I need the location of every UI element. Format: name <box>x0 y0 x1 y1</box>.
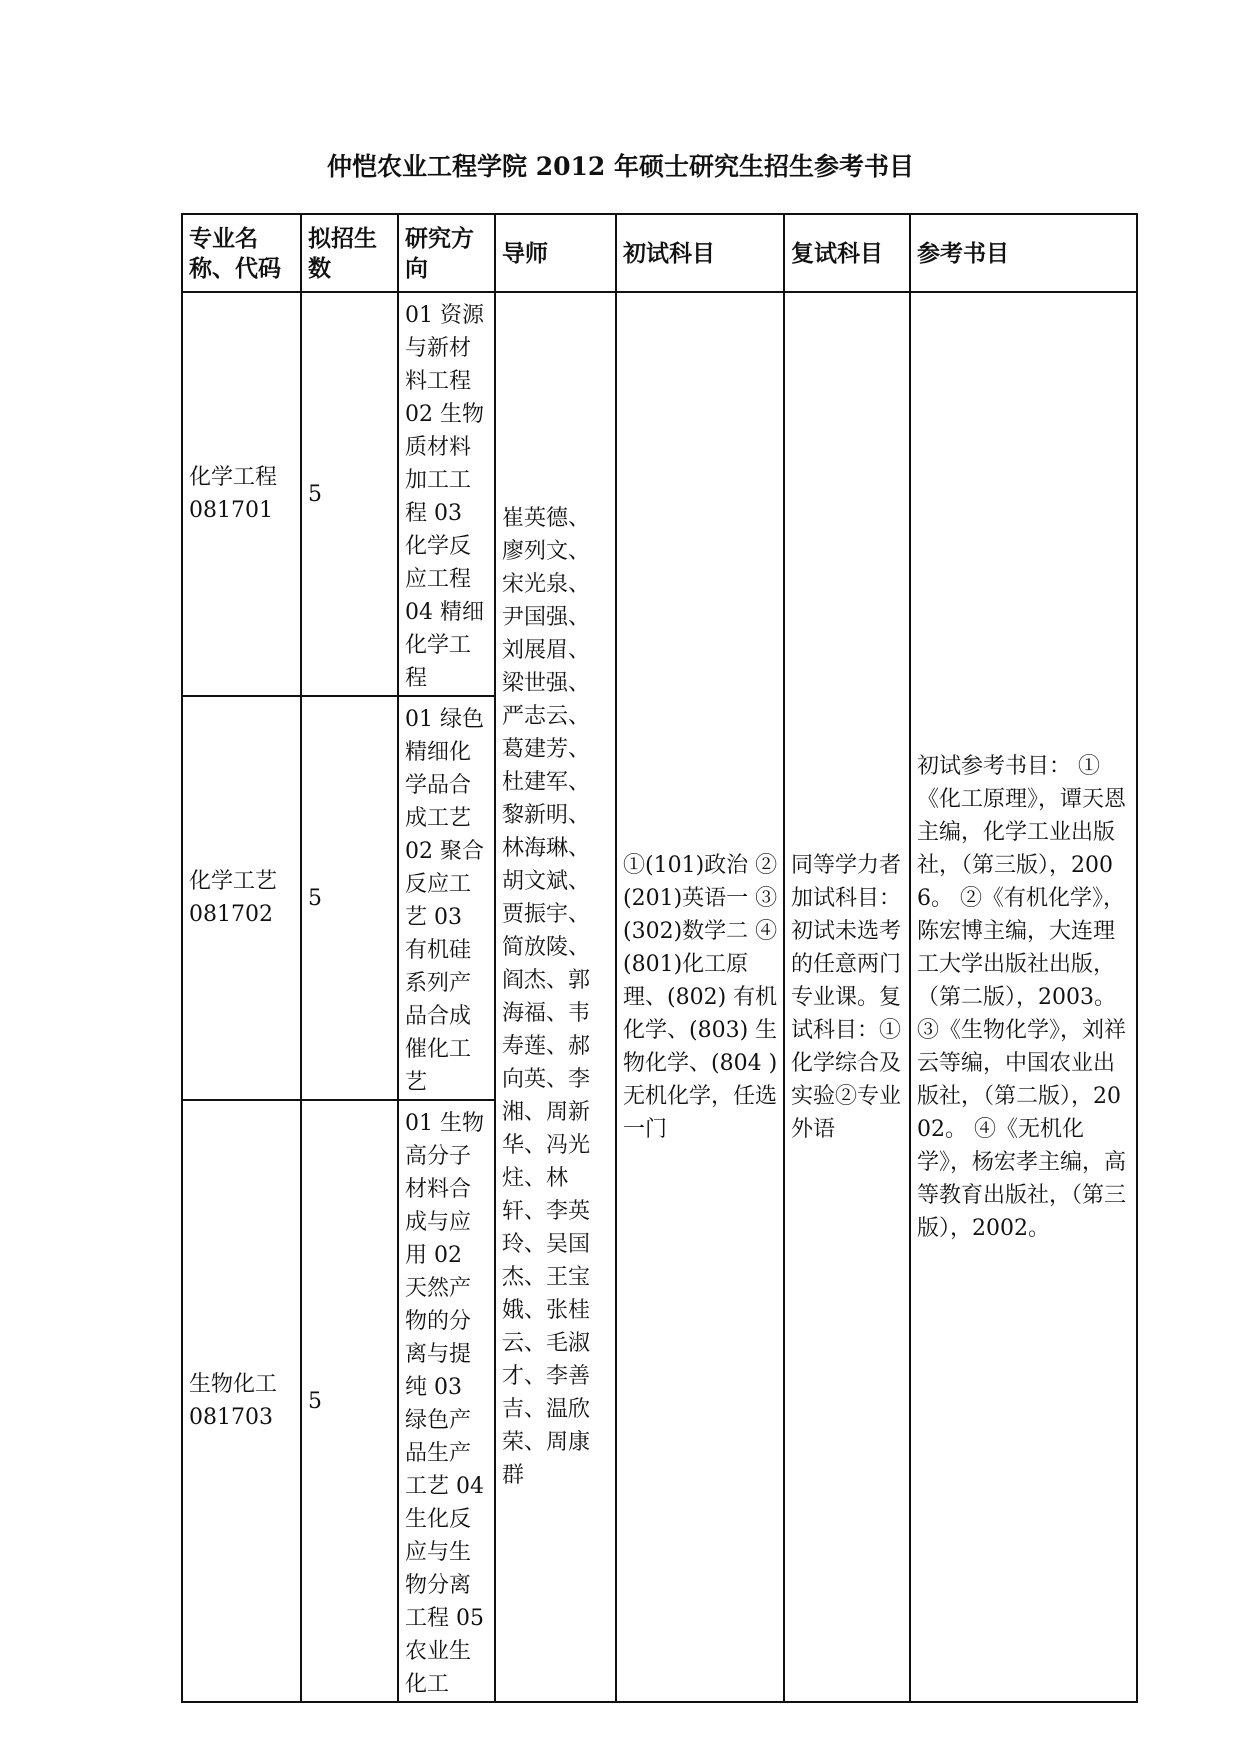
major-name: 化学工艺 081702 <box>182 696 301 1100</box>
major-name: 化学工程 081701 <box>182 292 301 696</box>
header-initial-exam: 初试科目 <box>616 214 784 292</box>
table-header-row <box>182 214 1137 292</box>
header-books: 参考书目 <box>910 214 1137 292</box>
table-row <box>182 292 1137 696</box>
major-name: 生物化工 081703 <box>182 1100 301 1702</box>
header-direction: 研究方向 <box>398 214 495 292</box>
header-tutor: 导师 <box>495 214 616 292</box>
header-retest: 复试科目 <box>784 214 910 292</box>
tutor-list: 崔英德、廖列文、宋光泉、尹国强、刘展眉、梁世强、严志云、葛建芳、杜建军、黎新明、林海琳、胡文斌、贾振宇、简放陵、阎杰、郭海福、韦寿莲、郝向英、李湘、周新华、冯光炷、林轩、李英玲、吴国杰、王宝娥、张桂云、毛淑才、李善吉、温欣荣、周康群 <box>495 292 616 1702</box>
initial-exam-subjects: ①(101)政治 ②(201)英语一 ③(302)数学二 ④(801)化工原理、(802) 有机化学、(803) 生物化学、(804 ) 无机化学，任选一门 <box>616 292 784 1702</box>
quota-value: 5 <box>301 1100 398 1702</box>
retest-subjects: 同等学力者加试科目：初试未选考的任意两门专业课。复试科目：①化学综合及实验②专业外语 <box>784 292 910 1702</box>
research-direction: 01 生物高分子材料合成与应用 02 天然产物的分离与提纯 03 绿色产品生产工艺 04 生化反应与生物分离工程 05 农业生化工 <box>398 1100 495 1702</box>
research-direction: 01 资源与新材料工程 02 生物质材料加工工程 03 化学反应工程 04 精细化学工程 <box>398 292 495 696</box>
reference-books: 初试参考书目： ①《化工原理》，谭天恩主编，化学工业出版社，（第三版），2006。 ②《有机化学》，陈宏博主编，大连理工大学出版社出版，（第二版），2003。 ③《生物化学》，刘祥云等编，中国农业出版社，（第二版），2002。 ④《无机化学》，杨宏孝主编，高等教育出版社，（第三版），2002。 <box>910 292 1137 1702</box>
reference-book-table <box>181 213 1138 1703</box>
page-title: 仲恺农业工程学院 2012 年硕士研究生招生参考书目 <box>327 152 914 181</box>
quota-value: 5 <box>301 696 398 1100</box>
research-direction: 01 绿色精细化学品合成工艺 02 聚合反应工艺 03 有机硅系列产品合成催化工艺 <box>398 696 495 1100</box>
header-quota: 拟招生数 <box>301 214 398 292</box>
quota-value: 5 <box>301 292 398 696</box>
header-major: 专业名称、代码 <box>182 214 301 292</box>
